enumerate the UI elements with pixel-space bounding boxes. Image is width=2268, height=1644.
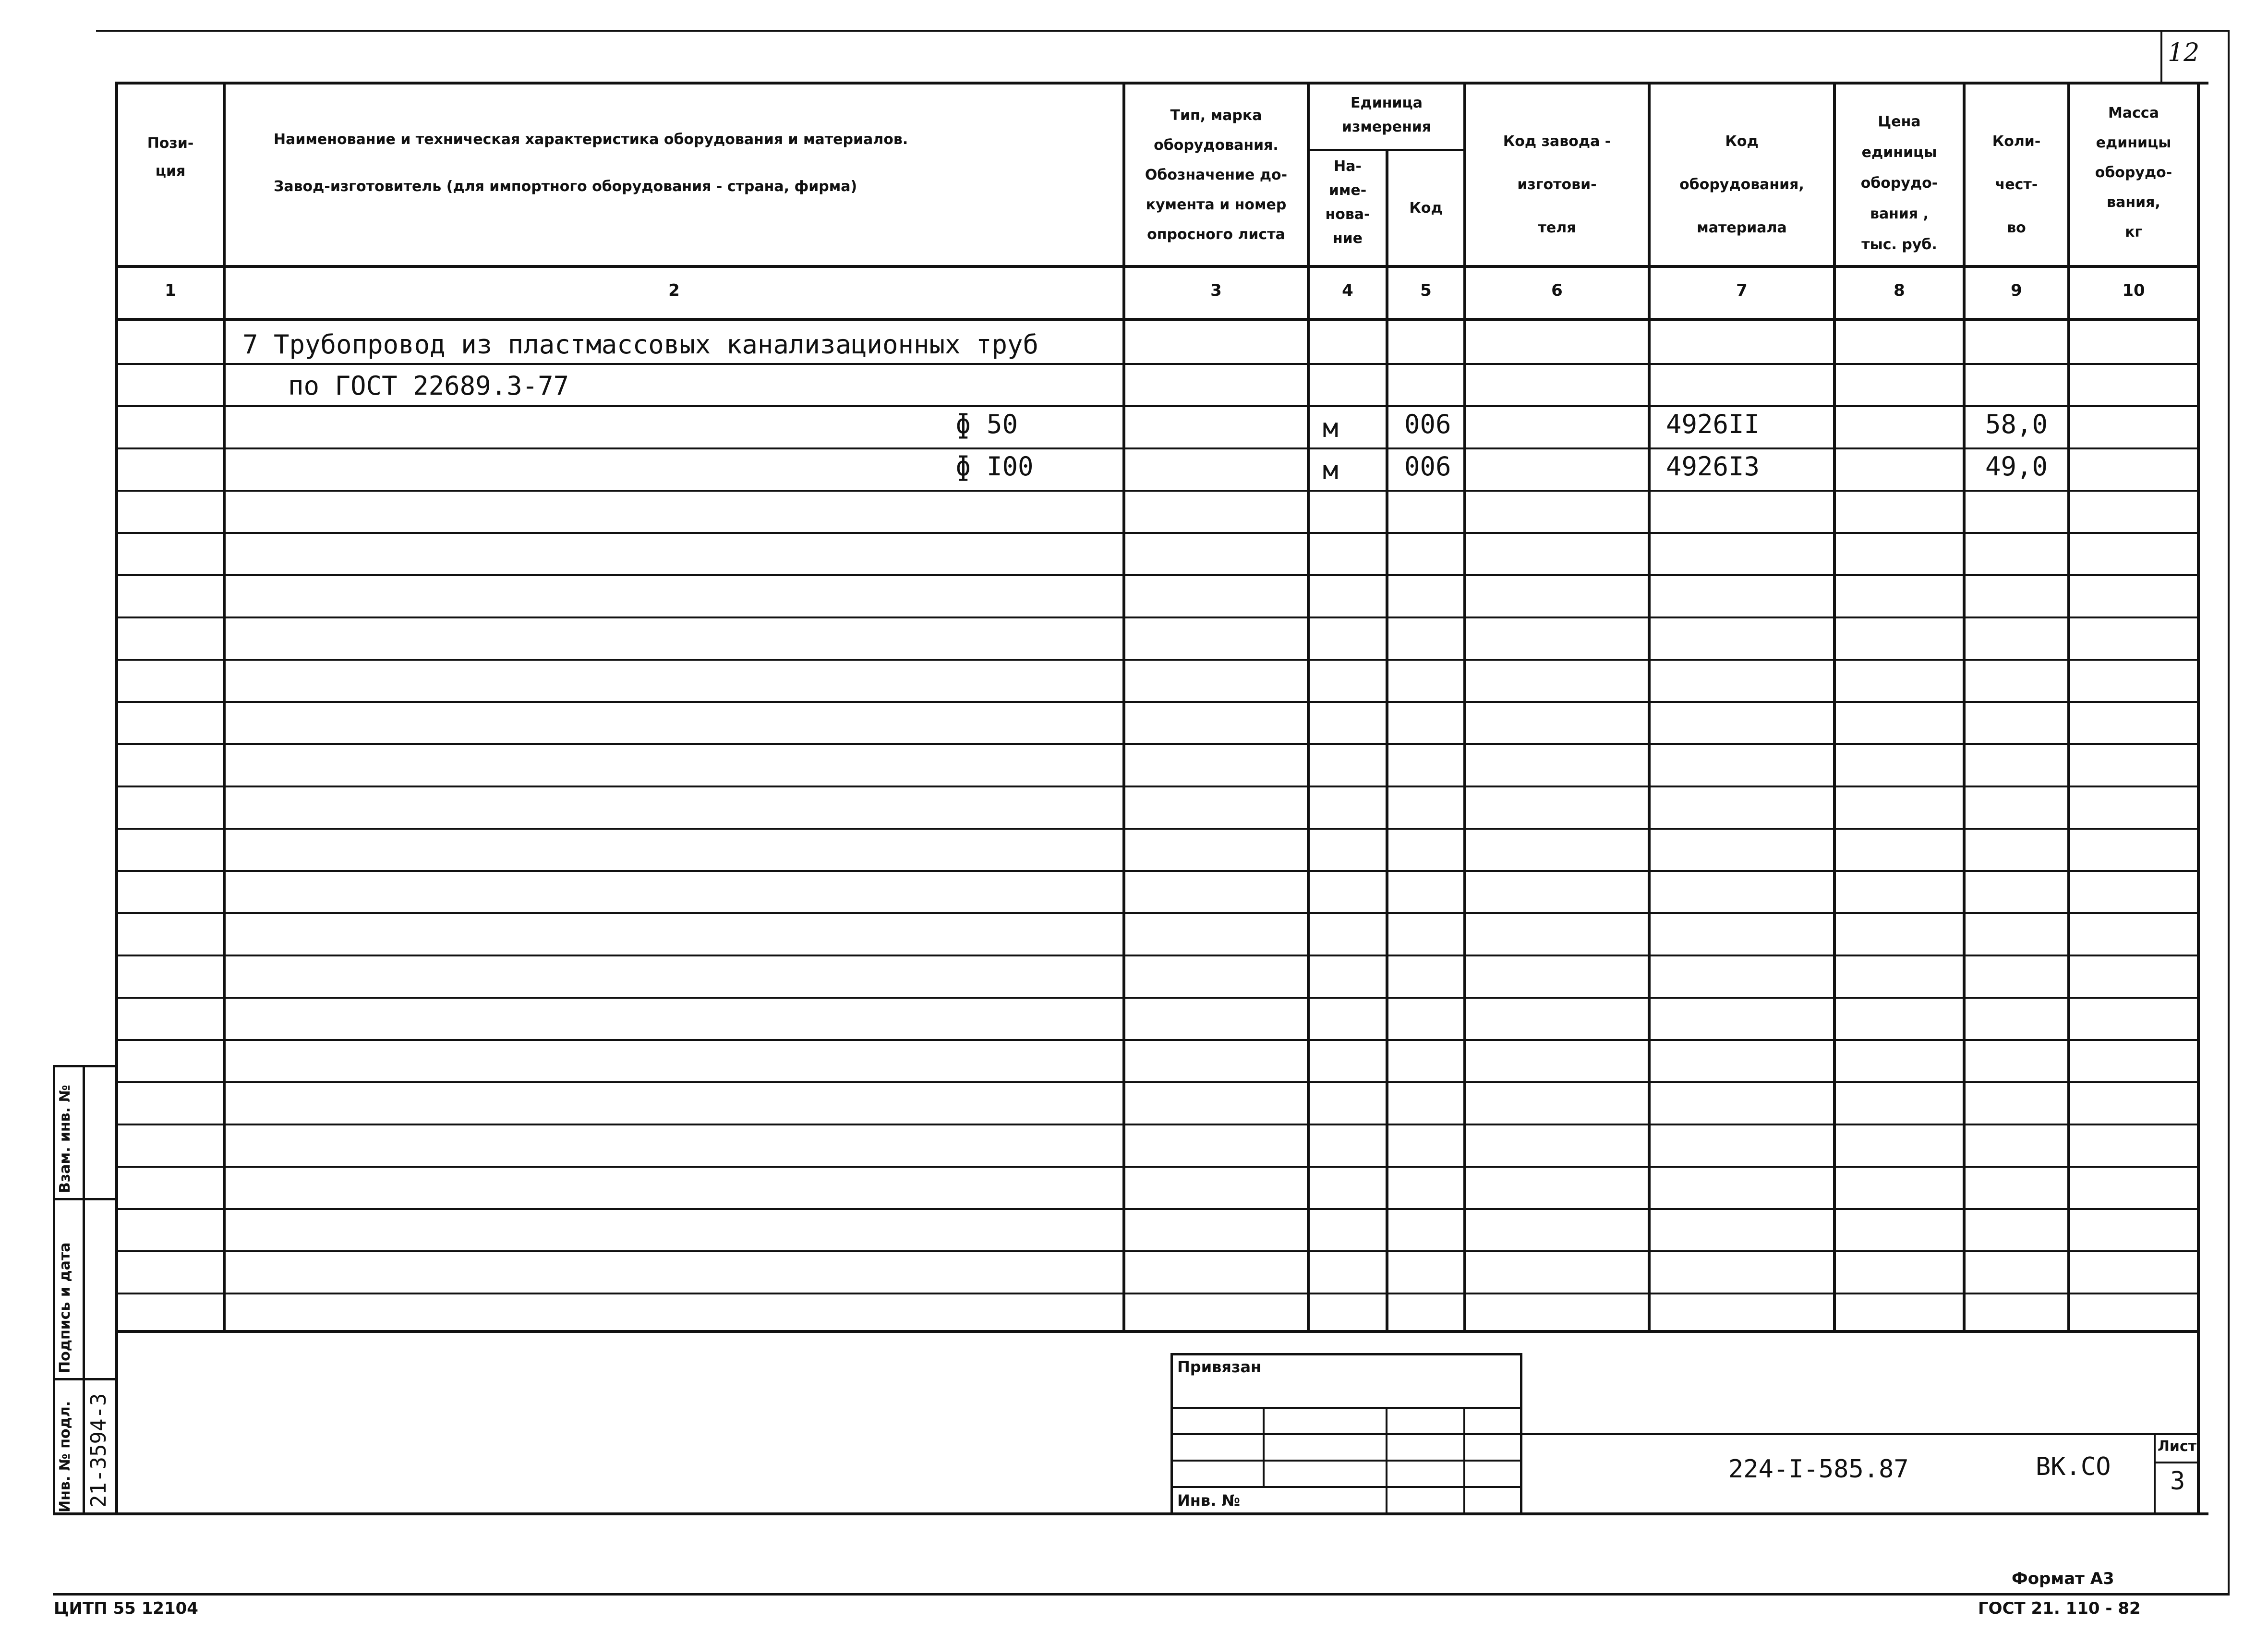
header-price: Цена единицы оборудо- вания , тыс. руб. (1860, 113, 1938, 253)
table-row (115, 1208, 2199, 1210)
header-unit-group: Единица измерения (1341, 95, 1432, 135)
row4-unit: м (1323, 455, 1339, 485)
table-row (115, 701, 2199, 703)
header-mass: Масса единицы оборудо- вания, кг (2095, 105, 2172, 241)
row3-unit-code: 006 (1404, 409, 1451, 439)
header-type: Тип, марка оборудования. Обозначение до- кумента и номер опросного листа (1145, 107, 1288, 243)
sheet-number: 3 (2170, 1467, 2185, 1496)
table-row (115, 532, 2199, 534)
table-row (115, 1124, 2199, 1125)
footer-format: Формат А3 (2012, 1569, 2114, 1588)
table-row-title: 7 Трубопровод из пластмассовых канализационных труб (242, 329, 1039, 360)
row3-material-code: 4926II (1666, 409, 1760, 439)
doc-mark: ВК.СО (2036, 1452, 2111, 1481)
table-row (115, 1039, 2199, 1041)
footer-standard: ГОСТ 21. 110 - 82 (1978, 1599, 2141, 1618)
table-row (115, 616, 2199, 618)
header-name-line2: Завод-изготовитель (для импортного оборудования - страна, фирма) (274, 178, 857, 195)
side-inv-value: 21-3594-3 (86, 1393, 111, 1508)
row4-unit-code: 006 (1404, 451, 1451, 482)
sheet-label: Лист (2158, 1438, 2197, 1455)
table-row (115, 743, 2199, 745)
table-row (115, 997, 2199, 999)
footer-left-code: ЦИТП 55 12104 (54, 1599, 198, 1618)
table-row (115, 1250, 2199, 1252)
table-row (115, 1293, 2199, 1294)
colnum-6: 6 (1551, 281, 1563, 300)
sheet-corner-number: 12 (2168, 38, 2200, 67)
row4-size: ɸ I00 (955, 451, 1034, 482)
table-row-gost: по ГОСТ 22689.3-77 (288, 371, 569, 401)
side-label-replace: Взам. инв. № (57, 1085, 73, 1193)
header-position: Пози- ция (147, 135, 194, 180)
table-row (115, 1081, 2199, 1083)
header-quantity: Коли- чест- во (1992, 133, 2041, 236)
header-unit-name: На- име- нова- ние (1325, 158, 1370, 247)
colnum-4: 4 (1342, 281, 1353, 300)
colnum-2: 2 (668, 281, 680, 300)
table-row (115, 870, 2199, 872)
row3-size: ɸ 50 (955, 409, 1018, 439)
row3-unit: м (1323, 413, 1339, 443)
colnum-1: 1 (165, 281, 176, 300)
doc-code: 224-I-585.87 (1728, 1455, 1909, 1484)
table-row (115, 490, 2199, 492)
inv-no-label: Инв. № (1177, 1491, 1240, 1510)
row3-qty: 58,0 (1985, 409, 2048, 439)
row4-material-code: 4926I3 (1666, 451, 1760, 482)
colnum-8: 8 (1894, 281, 1905, 300)
header-unit-code: Код (1409, 200, 1443, 217)
table-row (115, 659, 2199, 661)
table-row (115, 828, 2199, 830)
colnum-3: 3 (1210, 281, 1222, 300)
table-row (115, 1166, 2199, 1168)
bound-label: Привязан (1177, 1358, 1262, 1376)
colnum-9: 9 (2011, 281, 2022, 300)
side-label-inv: Инв. № подл. (57, 1401, 73, 1512)
table-row (115, 912, 2199, 914)
table-row (115, 447, 2199, 449)
side-label-sign: Подпись и дата (57, 1242, 73, 1373)
colnum-7: 7 (1736, 281, 1748, 300)
header-factory-code: Код завода - изготови- теля (1503, 133, 1611, 236)
row4-qty: 49,0 (1985, 451, 2048, 482)
header-material-code: Код оборудования, материала (1679, 133, 1804, 236)
table-row (115, 955, 2199, 956)
colnum-10: 10 (2122, 281, 2145, 300)
header-name-line1: Наименование и техническая характеристика оборудования и материалов. (274, 131, 908, 148)
table-row (115, 574, 2199, 576)
table-row (115, 786, 2199, 787)
colnum-5: 5 (1420, 281, 1432, 300)
